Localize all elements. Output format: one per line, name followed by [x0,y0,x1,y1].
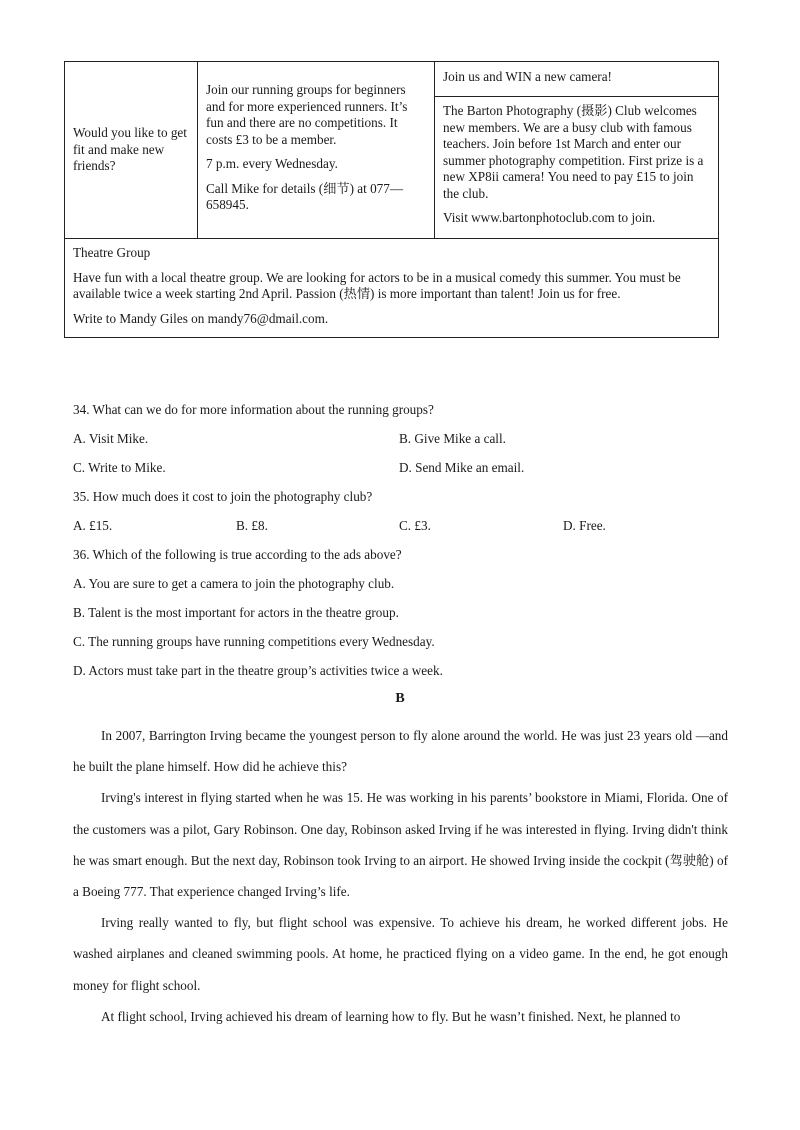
ads-table [64,61,719,338]
question-34-options-row-1 [73,429,733,458]
running-ad-description: Join our running groups for beginners and for more experienced runners. It’s fun and there are no competitions. It costs £3 to be a member. [206,82,408,147]
passage-paragraph-4: At flight school, Irving achieved his dream of learning how to fly. But he wasn’t finished. Next, he planned to [101,1008,681,1024]
reading-passage [73,720,728,1032]
photo-ad-description: The Barton Photography (摄影) Club welcomes new members. We are a busy club with famous teachers. Join before 1st March and enter our summer photography competition. First prize is a new XP8ii camera! You need to pay £15 to join the club. [443,103,704,201]
running-ad-cell [198,62,435,239]
theatre-ad-cell [65,239,719,338]
option-34-b: B. Give Mike a call. [399,431,506,446]
option-35-b: B. £8. [236,518,268,533]
option-35-d: D. Free. [563,518,606,533]
option-36-d: D. Actors must take part in the theatre group’s activities twice a week. [73,663,443,678]
question-34: 34. What can we do for more information about the running groups? [73,402,434,417]
passage-paragraph-3: Irving really wanted to fly, but flight school was expensive. To achieve his dream, he worked different jobs. He washed airplanes and cleaned swimming pools. At home, he practiced flying on a video game. In the end, he got enough money for flight school. [73,915,728,993]
section-b-heading: B [395,691,405,706]
ads-question-text: Would you like to get fit and make new friends? [73,125,187,174]
running-ad-contact: Call Mike for details (细节) at 077—658945. [206,180,404,212]
option-36-b: B. Talent is the most important for actors in the theatre group. [73,605,399,620]
question-34-options-row-2 [73,458,733,487]
question-35: 35. How much does it cost to join the photography club? [73,489,373,504]
option-34-c: C. Write to Mike. [73,460,166,475]
option-35-a: A. £15. [73,518,113,533]
running-ad-time: 7 p.m. every Wednesday. [206,156,338,171]
passage-paragraph-2: Irving's interest in flying started when he was 15. He was working in his parents’ bookstore in Miami, Florida. One of the customers was a pilot, Gary Robinson. One day, Robinson asked Irving if he was interested in flying. Irving didn't think he was smart enough. But the next day, Robinson took Irving to an airport. He showed Irving inside the cockpit (驾驶舱) of a Boeing 777. That experience changed Irving’s life. [73,790,728,900]
passage-paragraph-1: In 2007, Barrington Irving became the youngest person to fly alone around the world. He was just 23 years old —and he built the plane himself. How did he achieve this? [73,728,728,775]
question-36: 36. Which of the following is true according to the ads above? [73,547,402,562]
option-34-a: A. Visit Mike. [73,431,149,446]
option-36-a: A. You are sure to get a camera to join the photography club. [73,576,395,591]
photo-ad-website: Visit www.bartonphotoclub.com to join. [443,210,656,225]
option-36-c: C. The running groups have running competitions every Wednesday. [73,634,435,649]
photo-ad-cell [435,62,719,239]
questions-section [73,400,733,690]
option-35-c: C. £3. [399,518,431,533]
question-35-options-row [73,516,733,545]
theatre-ad-contact: Write to Mandy Giles on mandy76@dmail.com. [73,310,329,326]
ads-question-cell [65,62,198,239]
option-34-d: D. Send Mike an email. [399,460,525,475]
photo-ad-header: Join us and WIN a new camera! [435,62,718,97]
theatre-ad-description: Have fun with a local theatre group. We are looking for actors to be in a musical comedy this summer. You must be available twice a week starting 2nd April. Passion (热情) is more important than talent! Join us for free. [73,269,681,301]
theatre-ad-title: Theatre Group [73,245,151,260]
